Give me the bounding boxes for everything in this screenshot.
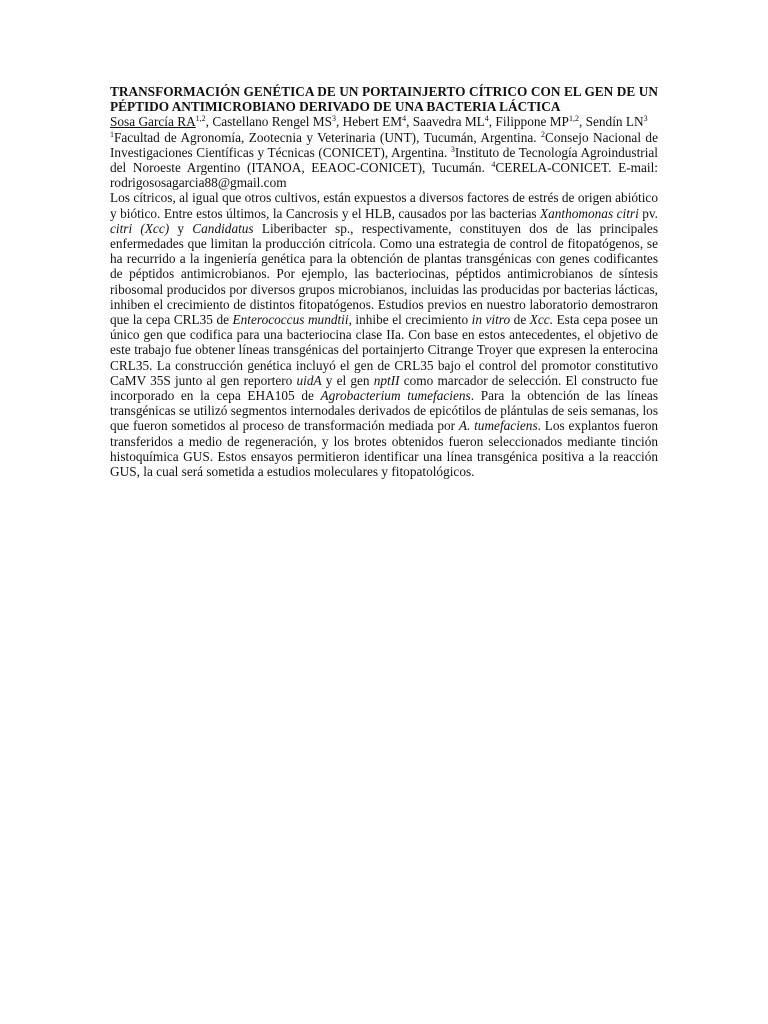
abstract-italic-term: Candidatus [192, 220, 254, 236]
abstract-text: Esta cepa posee un único gen que codifica para una bacteriocina clase IIa. Con base en estos antecedentes, el objetivo de este trabajo fue obtener líneas transgénicas del portainjerto Citrange Troyer que expresen la enterocina CRL35. La construcción genética incluyó el gen de CRL35 bajo el control del promotor constitutivo CaMV 35S junto al gen reportero [110, 312, 658, 388]
abstract-body [110, 190, 658, 479]
author-name: Saavedra ML [412, 114, 485, 130]
affiliation-text: Facultad de Agronomía, Zootecnia y Veterinaria (UNT), Tucumán, Argentina. [114, 129, 542, 145]
author-separator: , [205, 114, 213, 130]
abstract-italic-term: A. tumefaciens [458, 418, 538, 434]
author-name: Filippone MP [495, 114, 569, 130]
author-name: Sendín LN [585, 114, 644, 130]
author-affiliation-mark: 1,2 [195, 114, 206, 124]
abstract-page [110, 84, 658, 479]
author-affiliation-mark: 4 [484, 114, 489, 124]
affiliation-list [110, 130, 658, 191]
abstract-text: Los cítricos, al igual que otros cultivos, están expuestos a diversos factores de estrés de origen abiótico y biótico. Entre estos últimos, la Cancrosis y el HLB, causados por las bacterias [110, 190, 658, 221]
author-affiliation-mark: 3 [643, 114, 648, 124]
affiliation-text: Instituto de Tecnología Agroindustrial del Noroeste Argentino (ITANOA, EEAOC-CONICET), Tucumán. [110, 144, 659, 176]
author-name: Hebert EM [342, 114, 403, 130]
affiliation-text: CERELA-CONICET. E-mail: rodrigososagarcia88@gmail.com [110, 160, 658, 191]
author-affiliation-mark: 1,2 [568, 114, 579, 124]
abstract-text: y el gen [321, 372, 374, 388]
author-separator: , [336, 114, 343, 130]
paper-title: TRANSFORMACIÓN GENÉTICA DE UN PORTAINJERTO CÍTRICO CON EL GEN DE UN PÉPTIDO ANTIMICROBIANO DERIVADO DE UNA BACTERIA LÁCTICA [110, 84, 658, 115]
author-separator: , [488, 114, 496, 130]
abstract-italic-term: Agrobacterium tumefaciens [320, 388, 471, 404]
author-list [110, 114, 658, 129]
abstract-text: y [169, 220, 193, 236]
affiliation-mark: 2 [541, 129, 546, 139]
abstract-italic-term: Xcc. [529, 312, 554, 328]
abstract-text: . Los explantos fueron transferidos a medio de regeneración, y los brotes obtenidos fueron seleccionados mediante tinción histoquímica GUS. Estos ensayos permitieron identificar una línea transgénica positiva a la reacción GUS, la cual será sometida a estudios moleculares y fitopatológicos. [110, 418, 658, 480]
affiliation-mark: 1 [110, 129, 114, 139]
abstract-text: como marcador de selección. El constructo fue incorporado en la cepa EHA105 de [110, 372, 658, 404]
abstract-italic-term: Xanthomonas citri [540, 205, 639, 221]
abstract-text: pv. [638, 205, 658, 221]
abstract-text: de [510, 312, 530, 328]
author-affiliation-mark: 3 [332, 114, 336, 124]
abstract-italic-term: Enterococcus mundtii [232, 312, 349, 328]
author-name: Sosa García RA [110, 114, 196, 130]
abstract-text: Liberibacter sp., respectivamente, constituyen dos de las principales enfermedades que limitan la producción citrícola. Como una estrategia de control de fitopatógenos, se ha recurrido a la ingeniería genética para la obtención de plantas transgénicas con genes codificantes de péptidos antimicrobianos. Por ejemplo, las bacteriocinas, péptidos antimicrobianos de síntesis ribosomal producidos por diversos grupos microbianos, incluidas las producidas por bacterias lácticas, inhiben el crecimiento de distintos fitopatógenos. Estudios previos en nuestro laboratorio demostraron que la cepa CRL35 de [110, 220, 659, 328]
abstract-text: , inhibe el crecimiento [348, 312, 472, 328]
abstract-italic-term: nptII [373, 372, 400, 388]
abstract-text: . Para la obtención de las líneas transgénicas se utilizó segmentos internodales derivados de epicótilos de plántulas de seis semanas, los que fueron sometidos al proceso de transformación mediada por [110, 388, 658, 434]
author-name: Castellano Rengel MS [212, 114, 332, 130]
author-separator: , [578, 114, 586, 130]
affiliation-mark: 3 [450, 144, 455, 154]
author-separator: , [406, 114, 413, 130]
affiliation-text: Consejo Nacional de Investigaciones Científicas y Técnicas (CONICET), Argentina. [110, 129, 658, 160]
affiliation-mark: 4 [491, 160, 496, 170]
abstract-italic-term: uidA [296, 372, 322, 388]
abstract-italic-term: in vitro [471, 312, 511, 328]
abstract-italic-term: citri (Xcc) [110, 220, 170, 236]
author-affiliation-mark: 4 [402, 114, 407, 124]
